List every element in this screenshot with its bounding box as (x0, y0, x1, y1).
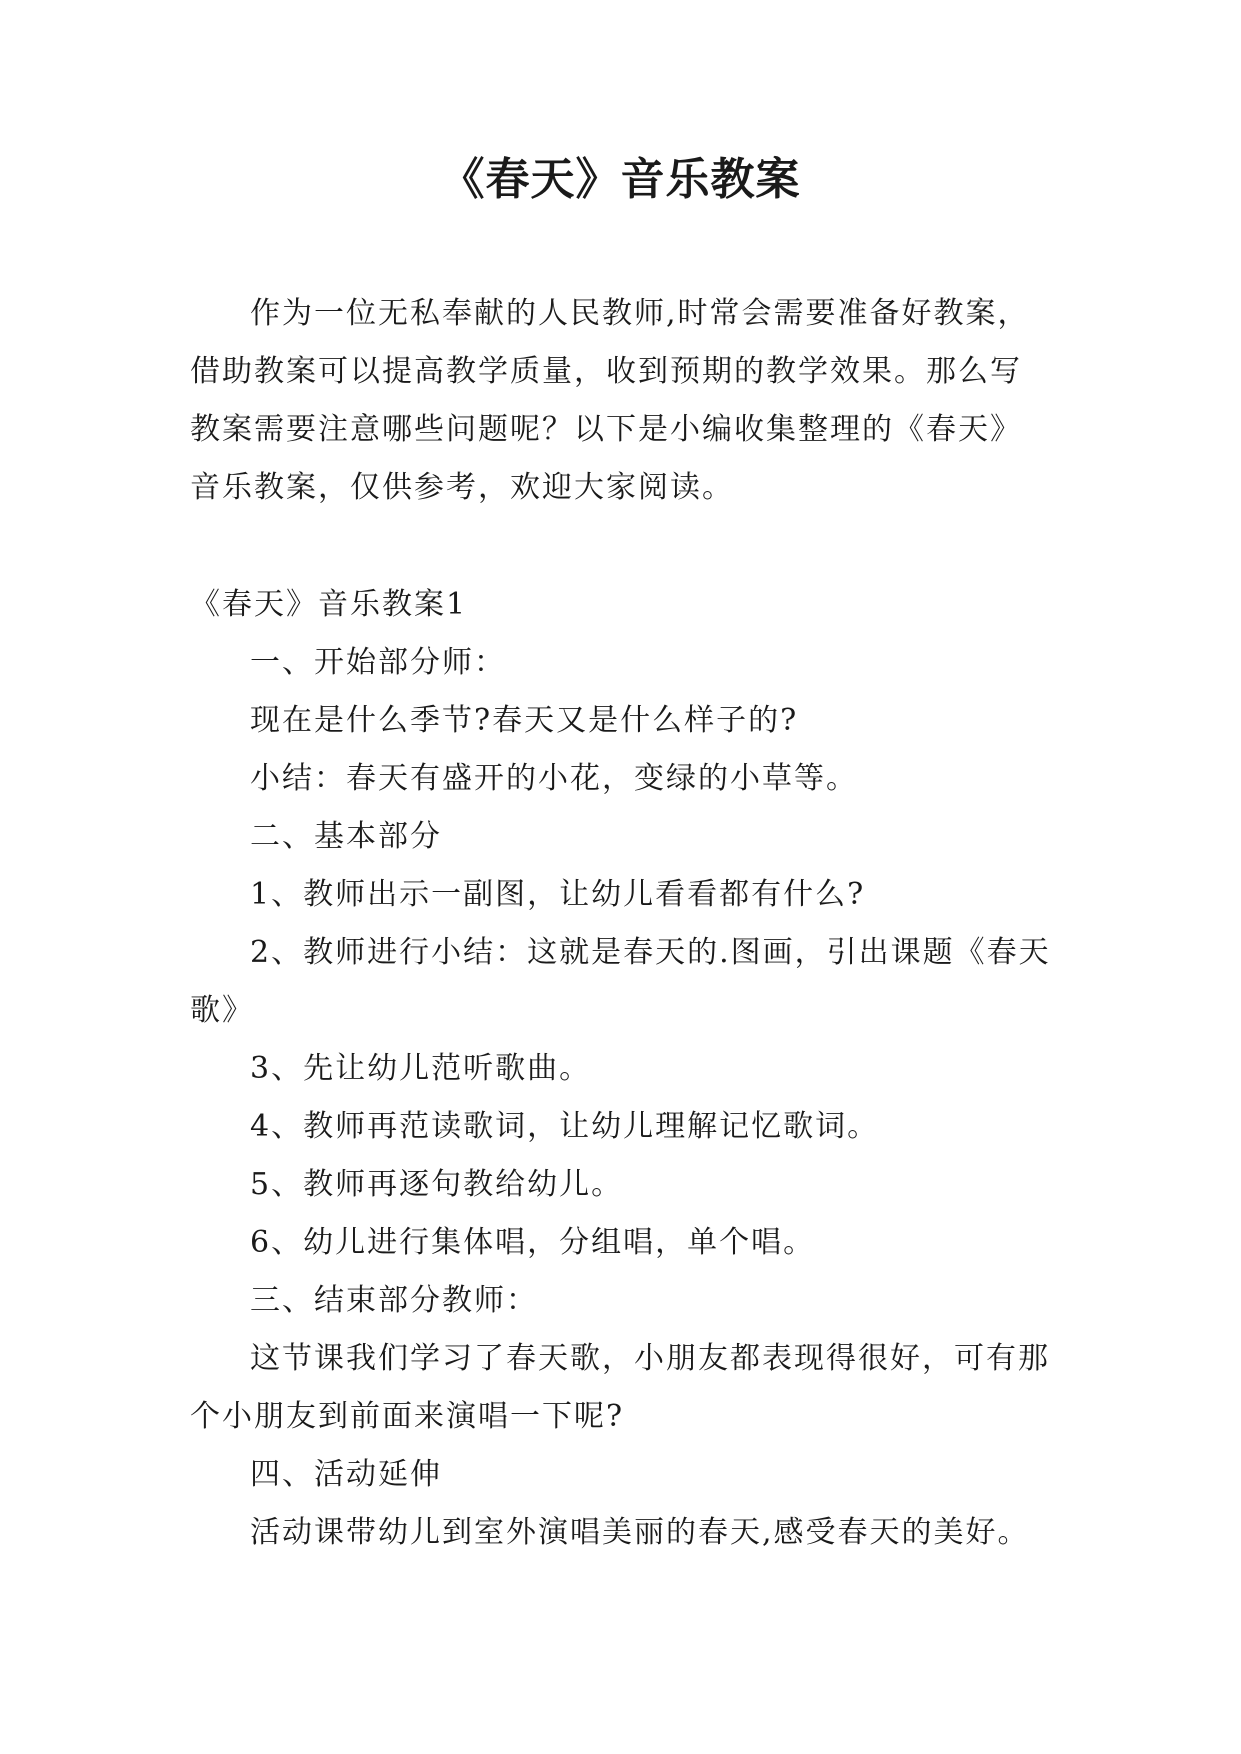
paragraph-basic-heading: 二、基本部分 (250, 819, 442, 854)
paragraph-start-heading: 一、开始部分师： (250, 645, 506, 680)
paragraph-summary: 小结：春天有盛开的小花，变绿的小草等。 (250, 761, 858, 796)
paragraph-step-6: 6、幼儿进行集体唱，分组唱，单个唱。 (250, 1225, 816, 1260)
intro-block (190, 285, 1052, 517)
lesson-block (190, 576, 1052, 1562)
paragraph-step-1: 1、教师出示一副图，让幼儿看看都有什么? (250, 877, 866, 912)
paragraph-question: 现在是什么季节?春天又是什么样子的? (250, 703, 799, 738)
paragraph-step-2: 2、教师进行小结：这就是春天的.图画，引出课题《春天歌》 (190, 935, 1051, 1028)
intro-paragraph: 作为一位无私奉献的人民教师,时常会需要准备好教案，借助教案可以提高教学质量，收到预期的教学效果。那么写教案需要注意哪些问题呢？以下是小编收集整理的《春天》音乐教案，仅供参考，欢迎大家阅读。 (190, 296, 1030, 505)
document-title: 《春天》音乐教案 (440, 154, 801, 205)
paragraph-extension-heading: 四、活动延伸 (250, 1457, 442, 1492)
paragraph-step-5: 5、教师再逐句教给幼儿。 (250, 1167, 624, 1202)
section-title: 《春天》音乐教案1 (190, 587, 468, 622)
paragraph-step-3: 3、先让幼儿范听歌曲。 (250, 1051, 592, 1086)
paragraph-extension-text: 活动课带幼儿到室外演唱美丽的春天,感受春天的美好。 (250, 1515, 1030, 1550)
paragraph-step-4: 4、教师再范读歌词，让幼儿理解记忆歌词。 (250, 1109, 880, 1144)
paragraph-end-heading: 三、结束部分教师： (250, 1283, 538, 1318)
paragraph-end-text: 这节课我们学习了春天歌，小朋友都表现得很好，可有那个小朋友到前面来演唱一下呢? (190, 1341, 1050, 1434)
